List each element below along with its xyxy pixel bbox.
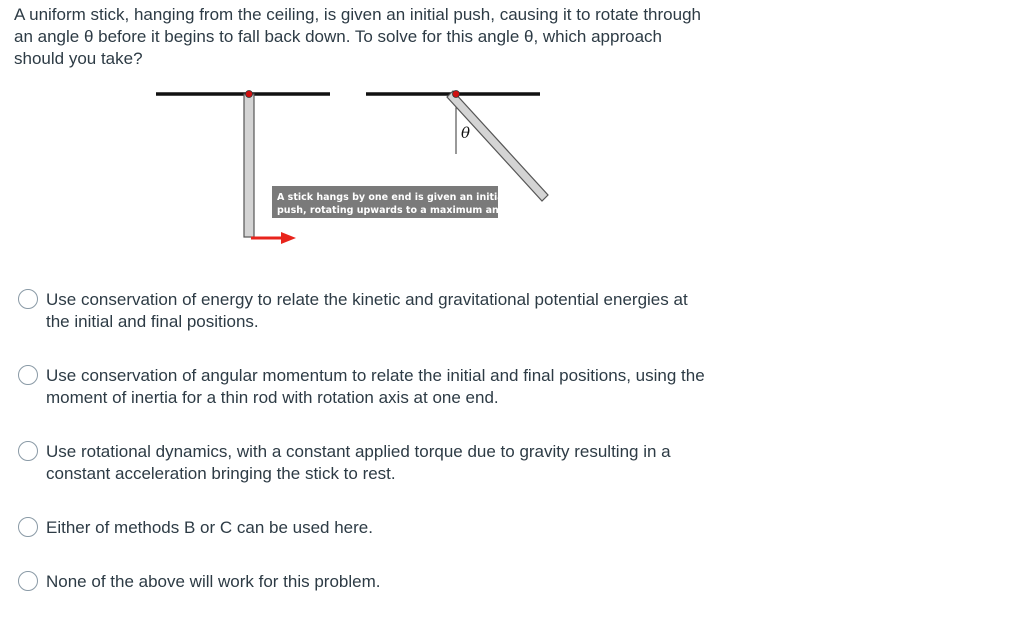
answer-option-c[interactable] xyxy=(18,441,706,485)
caption-line-2: push, rotating upwards to a maximum angle xyxy=(277,205,516,216)
radio-button-b[interactable] xyxy=(18,365,38,385)
answer-text-d: Either of methods B or C can be used here. xyxy=(46,518,373,537)
caption-line-1: A stick hangs by one end is given an initial xyxy=(277,192,507,203)
radio-button-a[interactable] xyxy=(18,289,38,309)
push-arrow-icon xyxy=(281,232,296,244)
right-pivot-icon xyxy=(453,91,460,98)
stick-diagram xyxy=(150,82,550,252)
radio-button-c[interactable] xyxy=(18,441,38,461)
answer-option-a[interactable] xyxy=(18,289,706,333)
answer-text-c: Use rotational dynamics, with a constant applied torque due to gravity resulting in a constant acceleration bringing the stick to rest. xyxy=(46,442,671,483)
left-pivot-icon xyxy=(246,91,253,98)
radio-button-e[interactable] xyxy=(18,571,38,591)
hanging-stick xyxy=(244,94,254,237)
answer-option-b[interactable] xyxy=(18,365,706,409)
answer-text-b: Use conservation of angular momentum to relate the initial and final positions, using the moment of inertia for a thin rod with rotation axis at one end. xyxy=(46,366,705,407)
rotated-stick xyxy=(447,91,548,201)
angle-label: θ xyxy=(461,124,471,142)
answer-option-e[interactable] xyxy=(18,571,706,593)
answer-text-a: Use conservation of energy to relate the kinetic and gravitational potential energies at the initial and final positions. xyxy=(46,290,688,331)
answer-option-d[interactable] xyxy=(18,517,706,539)
radio-button-d[interactable] xyxy=(18,517,38,537)
answer-text-e: None of the above will work for this problem. xyxy=(46,572,381,591)
question-text: A uniform stick, hanging from the ceiling, is given an initial push, causing it to rotate through an angle θ before it begins to fall back down. To solve for this angle θ, which approach should you take? xyxy=(14,5,701,68)
